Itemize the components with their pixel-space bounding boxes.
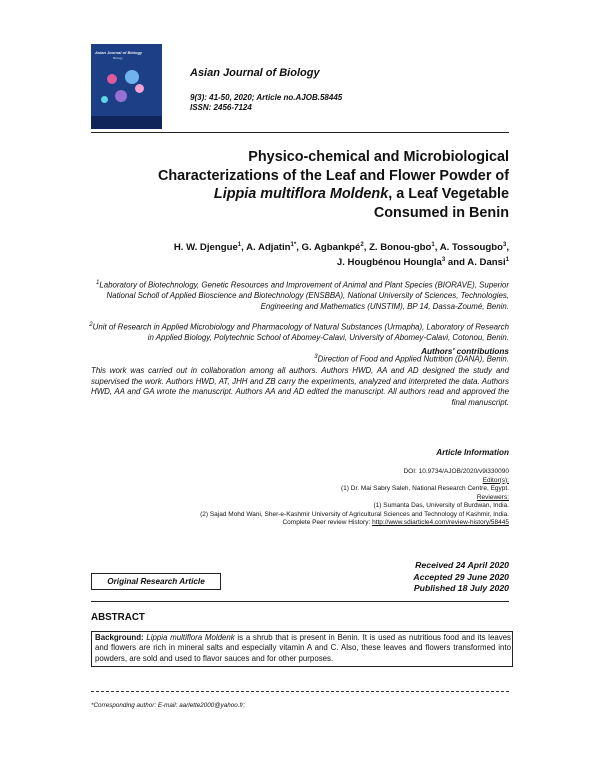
journal-cover-image <box>91 44 162 129</box>
abstract-background-text: is a shrub that is present in Benin. It is used as nutritious food and its leaves and flowers are rich in mineral salts and especially vitamin A and C. Also, these leaves and flowers transformed into powders, are sold and used to flavor sauces and for other purposes. <box>95 633 511 663</box>
author-name: J. Hougbénou Houngla <box>336 257 442 269</box>
reviewers-label: Reviewers: <box>476 493 509 501</box>
reviewer-entry: (2) Sajad Mohd Wani, Sher-e-Kashmir University of Agricultural Sciences and Technology of Kashmir, India. <box>200 510 509 518</box>
journal-name: Asian Journal of Biology <box>190 67 320 79</box>
author-name: H. W. Djengue <box>173 242 238 254</box>
article-type-box: Original Research Article <box>91 573 221 590</box>
contributions-heading: Authors' contributions <box>421 347 509 356</box>
footnote-separator <box>91 691 509 692</box>
species-name: Lippia multiflora Moldenk <box>146 633 235 642</box>
editor-entry: (1) Dr. Mai Sabry Saleh, National Research Centre, Egypt. <box>341 485 509 492</box>
abstract-box <box>91 631 513 667</box>
affiliation: $^1$Laboratory of Biotechnology, Genetic Resources and Improvement of Animal and Plant Species (BIORAVE), Superior National Scholl of Applied Bioscience and Biotechnology (ENSBBA), National University of Sciences, Technologies, Engineering and Mathematics (UNSTIM), BP 14, Dassa-Zoumé, Benin. <box>96 280 509 311</box>
review-history-link[interactable]: http://www.sdiarticle4.com/review-history/58445 <box>372 519 509 526</box>
title-line: Lippia multiflora Moldenk, a Leaf Vegetable <box>213 186 509 203</box>
issn: ISSN: 2456-7124 <box>190 103 252 112</box>
published-date: Published 18 July 2020 <box>413 583 509 594</box>
cover-flower-decoration <box>101 96 108 103</box>
cover-flower-decoration <box>125 70 139 84</box>
title-species-name: Lippia multiflora Moldenk <box>213 186 389 203</box>
affiliation: $^2$Unit of Research in Applied Microbiology and Pharmacology of Natural Substances (Urmapha), Laboratory of Research in Applied Biology, Polytechnic School of Abomey-Calavi, University of Abomey-Calavi, Cotonou, Benin. <box>89 322 509 343</box>
article-info-heading: Article Information <box>436 448 509 457</box>
abstract-rule <box>91 601 509 602</box>
review-history: Complete Peer review History: http://www.sdiarticle4.com/review-history/58445 <box>282 519 509 526</box>
title-line: Consumed in Benin <box>373 204 509 221</box>
corresponding-author-footnote: *Corresponding author: E-mail: aarlette2000@yahoo.fr; <box>91 702 246 709</box>
title-line: Characterizations of the Leaf and Flower Powder of <box>157 167 509 184</box>
cover-flower-decoration <box>107 74 117 84</box>
cover-journal-name: Asian Journal of Biology <box>95 50 143 55</box>
author-list: H. W. Djengue$^1$, A. Adjatin$^{1*}$, G. Agbankpé$^2$, Z. Bonou-gbo$^1$, A. Tossougbo$^3$, J. Hougbénou Houngla$^3$ and A. Dansi$^1$ <box>173 242 509 269</box>
cover-flower-decoration <box>135 84 144 93</box>
author-name: A. Adjatin <box>246 242 291 254</box>
article-title <box>89 148 509 222</box>
header-rule <box>91 132 509 133</box>
citation: 9(3): 41-50, 2020; Article no.AJOB.58445 <box>190 93 343 102</box>
editors-label: Editor(s): <box>482 476 509 484</box>
reviewer-entry: (1) Sumanta Das, University of Burdwan, India. <box>373 502 509 509</box>
author-name: G. Agbankpé <box>301 242 361 254</box>
accepted-date: Accepted 29 June 2020 <box>413 571 509 582</box>
cover-subtitle: Biology <box>113 56 123 60</box>
contributions-text: This work was carried out in collaboration among all authors. Authors HWD, AA and AD designed the study and supervised the work. Authors HWD, AT, JHH and ZB carry the experiments, analyzed and interpreted the data. Authors HWD, AA and GA wrote the manuscript. Authors AA and AD edited the manuscript. All authors read and approved the final manuscript. <box>91 366 509 407</box>
received-date: Received 24 April 2020 <box>415 560 509 570</box>
title-line: Physico-chemical and Microbiological <box>248 149 509 165</box>
article-info <box>89 468 509 528</box>
author-name: A. Tossougbo <box>439 242 503 254</box>
cover-flower-decoration <box>115 90 127 102</box>
author-name: Z. Bonou-gbo <box>369 242 432 254</box>
author-name: A. Dansi <box>467 257 506 269</box>
doi: DOI: 10.9734/AJOB/2020/v9i330090 <box>403 468 509 475</box>
publication-dates <box>413 560 509 595</box>
background-label: Background: <box>95 633 144 642</box>
cover-bottom-band <box>91 116 162 129</box>
affiliation: $^3$Direction of Food and Applied Nutrition (DANA), Benin. <box>314 354 509 364</box>
abstract-heading: ABSTRACT <box>91 612 145 623</box>
